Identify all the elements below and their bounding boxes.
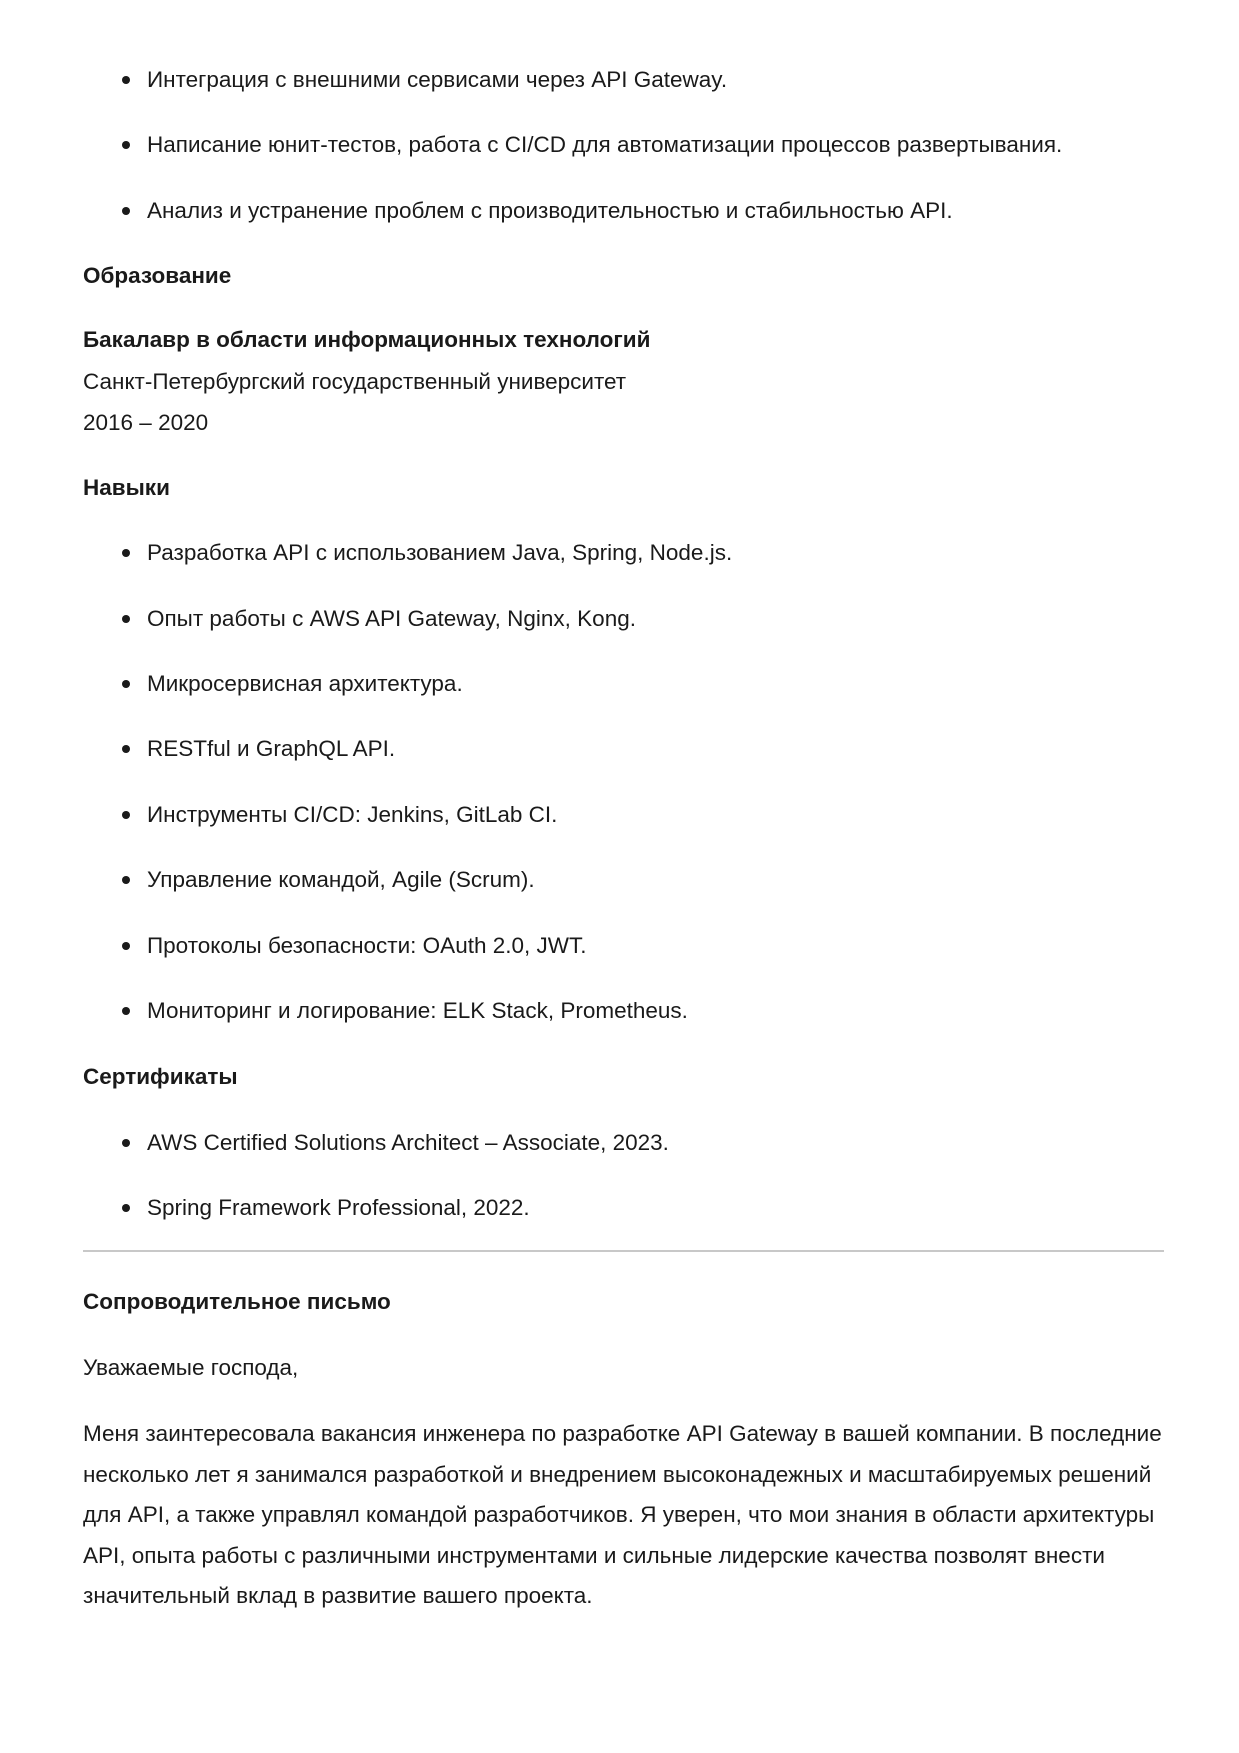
certificate-item: Spring Framework Professional, 2022. bbox=[147, 1188, 530, 1228]
skill-item: Разработка API с использованием Java, Spring, Node.js. bbox=[147, 533, 732, 573]
education-university: Санкт-Петербургский государственный университет bbox=[83, 369, 627, 394]
skill-item: Инструменты CI/CD: Jenkins, GitLab CI. bbox=[147, 795, 557, 835]
experience-bullet: Анализ и устранение проблем с производительностью и стабильностью API. bbox=[147, 191, 953, 231]
skill-item: Управление командой, Agile (Scrum). bbox=[147, 860, 535, 900]
section-divider bbox=[83, 1250, 1164, 1252]
cover-letter-heading: Сопроводительное письмо bbox=[83, 1289, 391, 1314]
skill-item: Опыт работы с AWS API Gateway, Nginx, Kong. bbox=[147, 599, 636, 639]
experience-bullet: Написание юнит-тестов, работа с CI/CD для автоматизации процессов развертывания. bbox=[147, 125, 1062, 165]
skill-item: RESTful и GraphQL API. bbox=[147, 729, 395, 769]
education-years: 2016 – 2020 bbox=[83, 410, 209, 435]
cover-letter-greeting: Уважаемые господа, bbox=[83, 1355, 299, 1380]
cover-letter-body: Меня заинтересовала вакансия инженера по разработке API Gateway в вашей компании. В последние несколько лет я занимался разработкой и внедрением высоконадежных и масштабируемых решений для API, а также управлял командой разработчиков. Я уверен, что мои знания в области архитектуры API, опыта работы с различными инструментами и сильные лидерские качества позволят внести значительный вклад в развитие вашего проекта. bbox=[83, 1421, 1162, 1608]
skill-item: Мониторинг и логирование: ELK Stack, Prometheus. bbox=[147, 991, 688, 1031]
experience-bullet: Интеграция с внешними сервисами через API Gateway. bbox=[147, 60, 727, 100]
skill-item: Микросервисная архитектура. bbox=[147, 664, 463, 704]
education-degree: Бакалавр в области информационных технологий bbox=[83, 327, 651, 352]
education-heading: Образование bbox=[83, 263, 232, 288]
certificate-item: AWS Certified Solutions Architect – Associate, 2023. bbox=[147, 1123, 669, 1163]
skills-heading: Навыки bbox=[83, 475, 170, 500]
certificates-heading: Сертификаты bbox=[83, 1064, 238, 1089]
skill-item: Протоколы безопасности: OAuth 2.0, JWT. bbox=[147, 926, 587, 966]
